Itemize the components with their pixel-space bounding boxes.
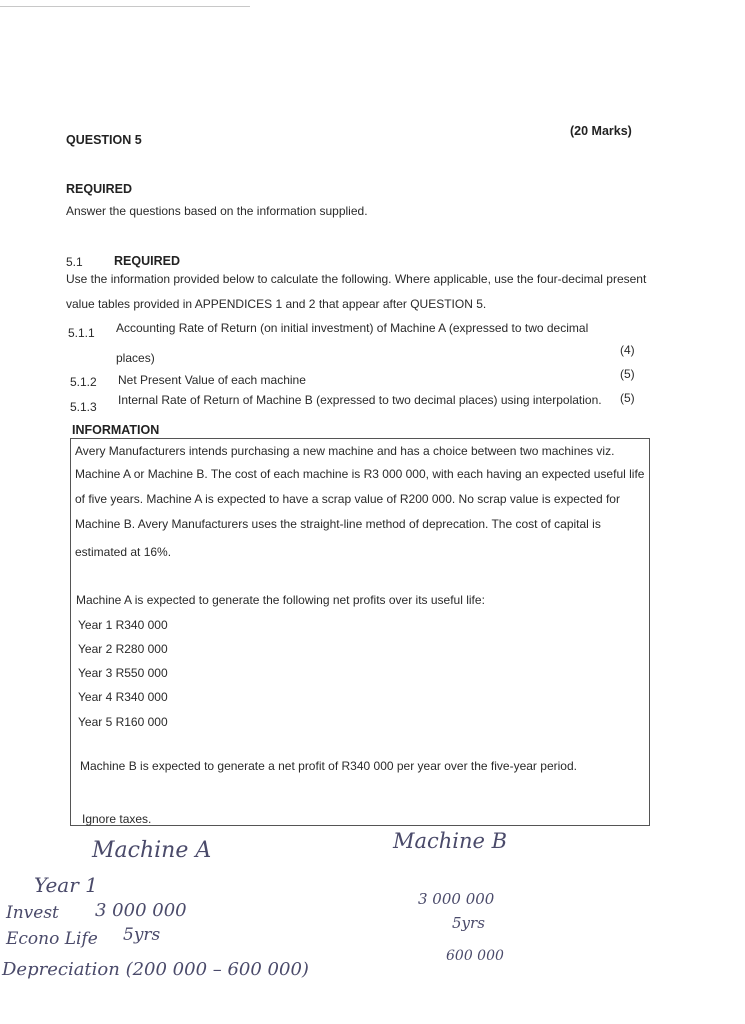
- hw-invest-value: 3 000 000: [95, 900, 187, 921]
- machine-a-intro: Machine A is expected to generate the following net profits over its useful life:: [76, 593, 485, 607]
- subq-marks: (5): [620, 391, 635, 405]
- hw-year: Year 1: [34, 873, 98, 897]
- hw-b-dep: 600 000: [446, 948, 504, 964]
- hw-b-invest: 3 000 000: [418, 890, 495, 908]
- info-para-line: Machine A or Machine B. The cost of each machine is R3 000 000, with each having an expected useful life: [75, 467, 645, 481]
- subq-text: Accounting Rate of Return (on initial investment) of Machine A (expressed to two decimal: [116, 321, 589, 335]
- subq-text-cont: places): [116, 351, 155, 365]
- question-title: QUESTION 5: [66, 133, 142, 147]
- part-number: 5.1: [66, 255, 83, 269]
- scan-artifact-line: [0, 6, 250, 7]
- hw-b-life: 5yrs: [452, 914, 485, 932]
- required-heading: REQUIRED: [66, 182, 132, 196]
- subq-marks: (5): [620, 367, 635, 381]
- profit-row: Year 1 R340 000: [78, 618, 168, 632]
- question-marks: (20 Marks): [570, 124, 632, 138]
- subq-marks: (4): [620, 343, 635, 357]
- subq-text: Net Present Value of each machine: [118, 373, 306, 387]
- info-para-line: estimated at 16%.: [75, 545, 172, 559]
- required-instruction: Answer the questions based on the information supplied.: [66, 204, 368, 218]
- profit-row: Year 2 R280 000: [78, 642, 168, 656]
- part-text-line1: Use the information provided below to calculate the following. Where applicable, use the four-decimal present: [66, 272, 647, 286]
- information-heading: INFORMATION: [72, 423, 160, 437]
- machine-b-text: Machine B is expected to generate a net profit of R340 000 per year over the five-year period.: [80, 759, 577, 773]
- hw-machine-a-label: Machine A: [92, 838, 212, 863]
- info-para-line: Machine B. Avery Manufacturers uses the straight-line method of deprecation. The cost of capital is: [75, 517, 601, 531]
- hw-depreciation: Depreciation (200 000 – 600 000): [2, 959, 309, 980]
- subq-number: 5.1.3: [70, 400, 97, 414]
- hw-econ-value: 5yrs: [123, 925, 161, 945]
- part-heading: REQUIRED: [114, 254, 180, 268]
- subq-text: Internal Rate of Return of Machine B (expressed to two decimal places) using interpolation.: [118, 393, 602, 407]
- hw-invest-label: Invest: [6, 903, 59, 923]
- ignore-taxes: Ignore taxes.: [82, 812, 152, 826]
- profit-row: Year 5 R160 000: [78, 715, 168, 729]
- info-para-line: of five years. Machine A is expected to have a scrap value of R200 000. No scrap value is expected for: [75, 492, 620, 506]
- hw-machine-b-label: Machine B: [393, 829, 508, 853]
- profit-row: Year 3 R550 000: [78, 666, 168, 680]
- subq-number: 5.1.2: [70, 375, 97, 389]
- info-para-line: Avery Manufacturers intends purchasing a new machine and has a choice between two machines viz.: [75, 444, 615, 458]
- part-text-line2: value tables provided in APPENDICES 1 and 2 that appear after QUESTION 5.: [66, 297, 487, 311]
- subq-number: 5.1.1: [68, 326, 95, 340]
- profit-row: Year 4 R340 000: [78, 690, 168, 704]
- hw-econ-label: Econo Life: [6, 929, 98, 949]
